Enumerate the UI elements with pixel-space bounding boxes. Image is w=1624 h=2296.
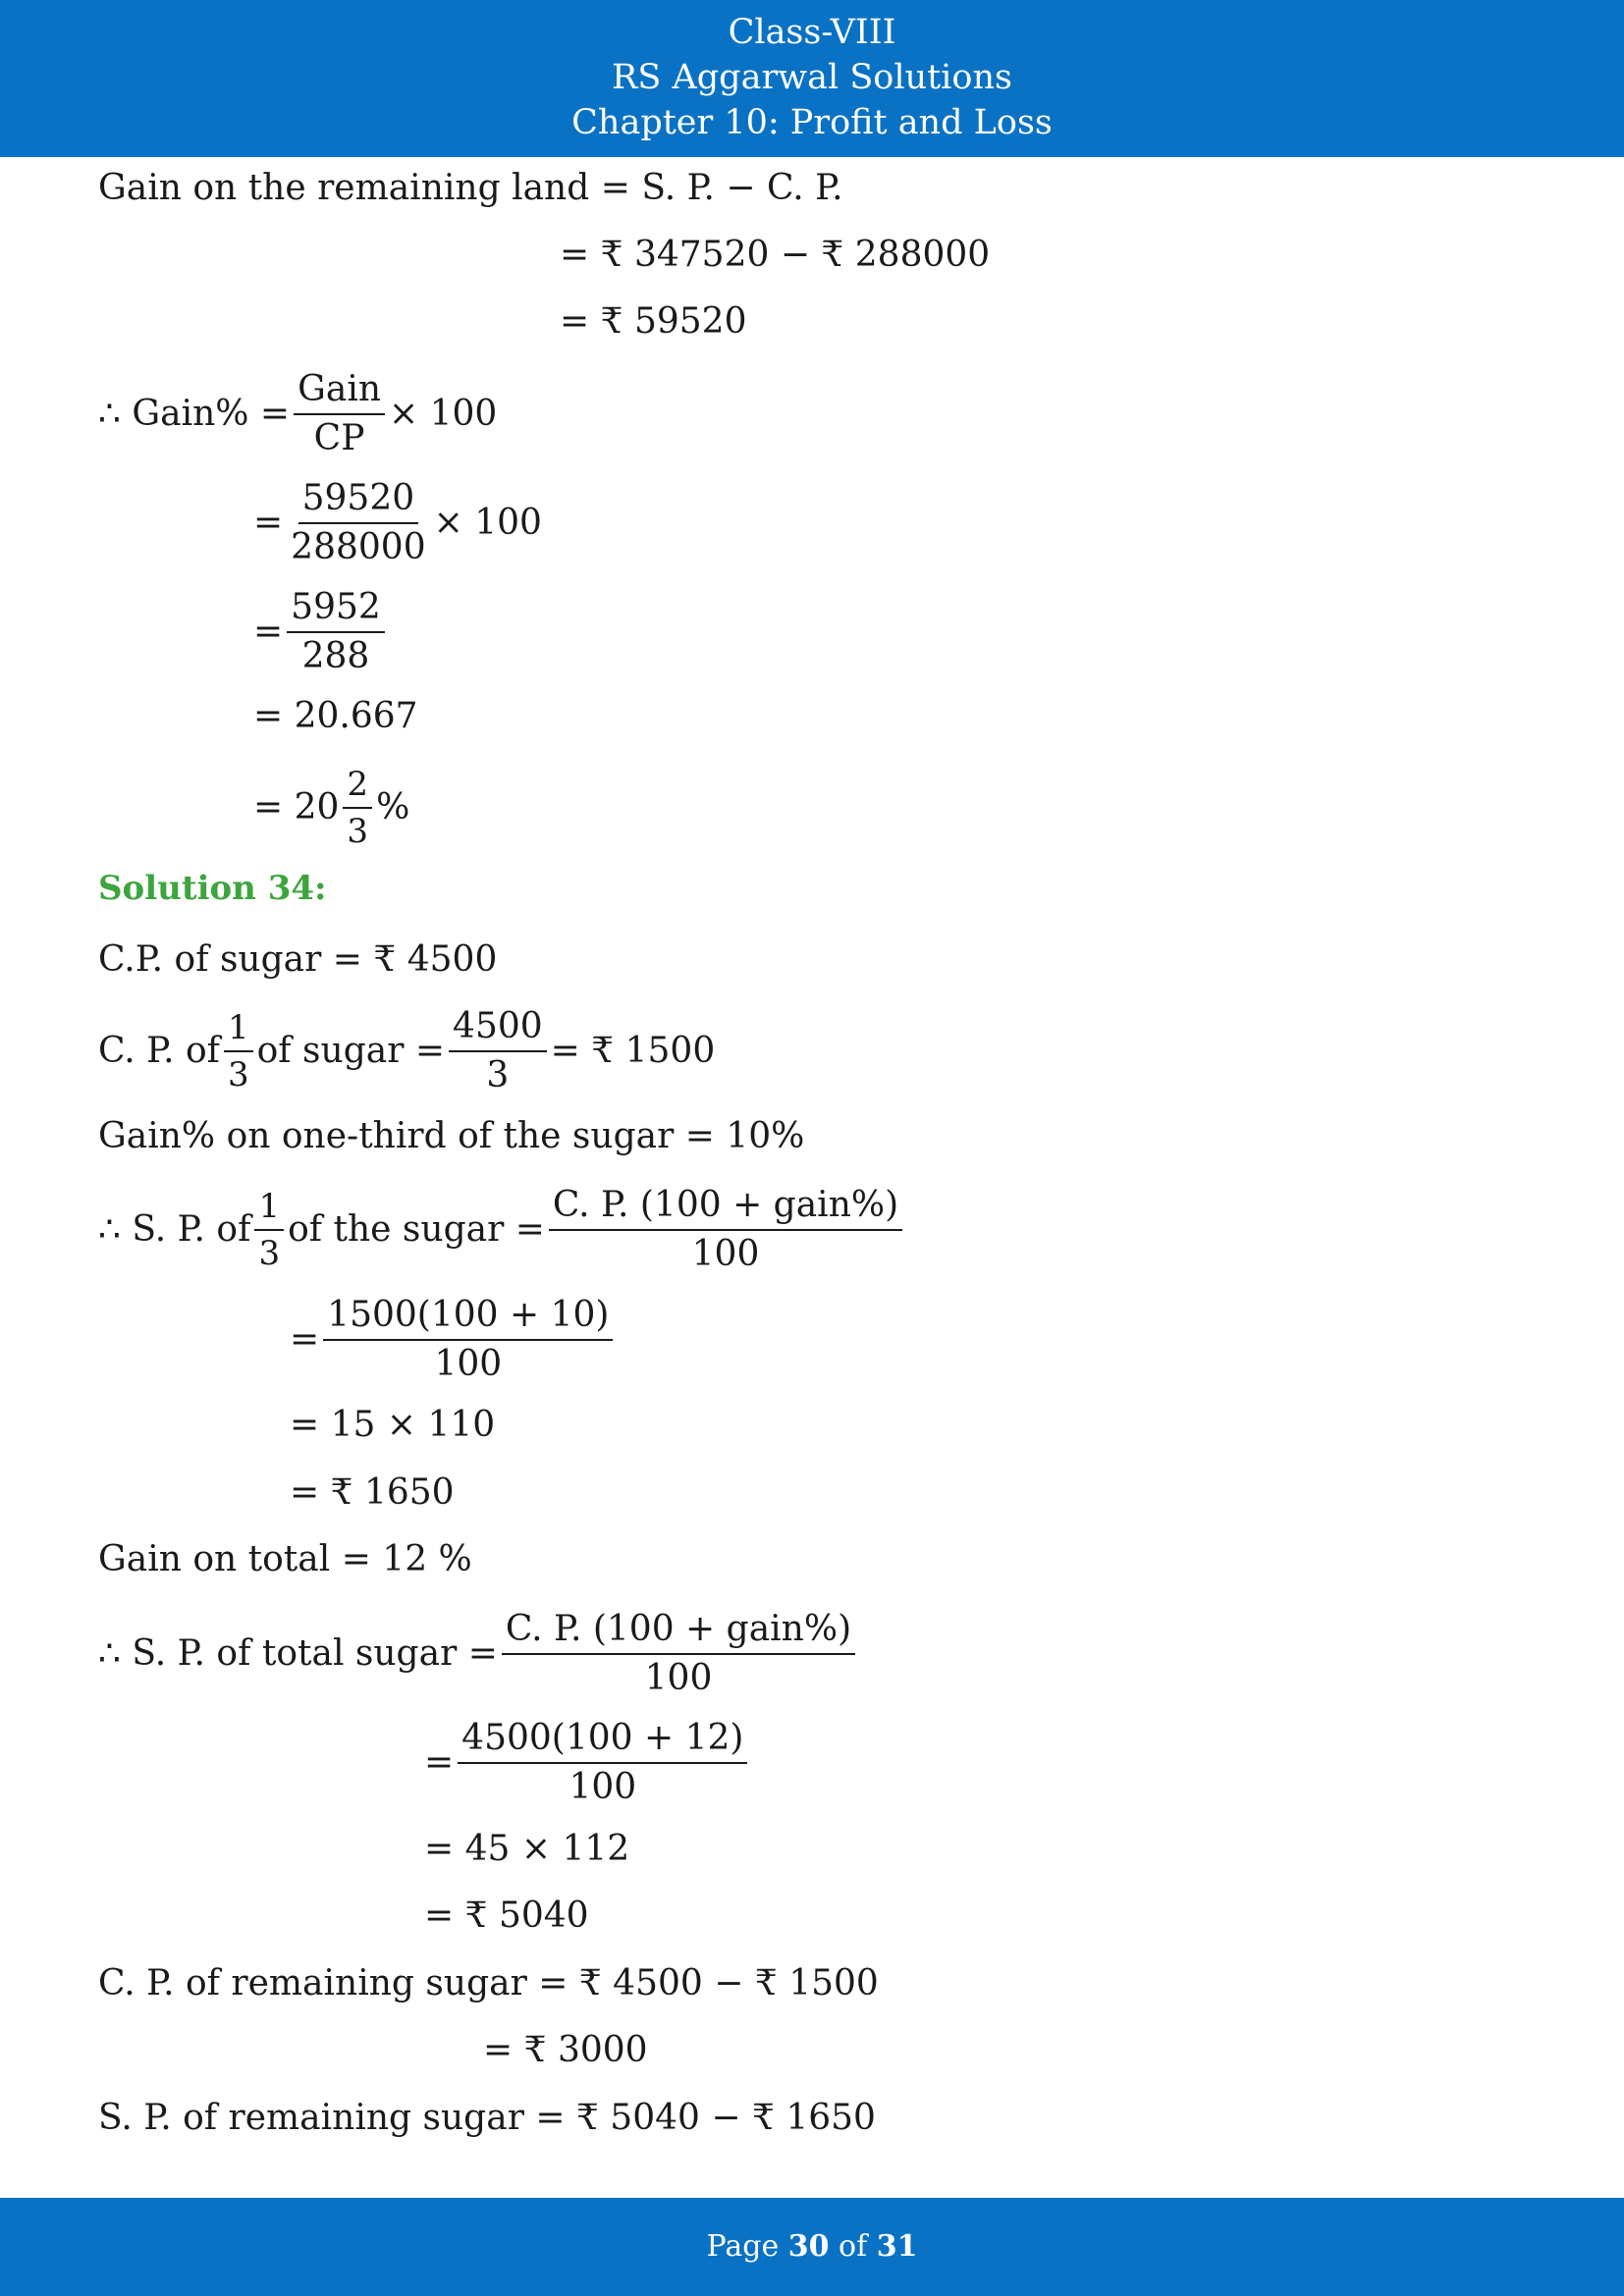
- fraction: $\frac{\text{C. P. (100 + gain\%)}}{100}$: [549, 1188, 902, 1272]
- fraction: $\frac{1500(100 + 10)}{100}$: [323, 1298, 613, 1382]
- fraction: $\frac{1}{3}$: [224, 1011, 253, 1092]
- math-line: C. P. of remaining sugar = ₹ 4500 − ₹ 1500: [98, 1963, 879, 2003]
- header-chapter: Chapter 10: Profit and Loss: [571, 103, 1053, 142]
- math-line: = 20 $\frac{2}{3}$ %: [253, 765, 410, 851]
- math-line: Gain on the remaining land = S. P. − C. P.: [98, 168, 843, 208]
- page-footer: Page 30 of 31: [0, 2198, 1624, 2296]
- fraction: $\frac{4500(100 + 12)}{100}$: [458, 1721, 747, 1805]
- header-class: Class-VIII: [728, 13, 896, 52]
- fraction: $\frac{\text{C. P. (100 + gain\%)}}{100}$: [502, 1612, 855, 1696]
- math-line: = $\frac{1500(100 + 10)}{100}$: [290, 1318, 617, 1362]
- math-line: C.P. of sugar = ₹ 4500: [98, 939, 498, 980]
- math-line: = $\frac{5952}{288}$: [253, 611, 389, 654]
- math-line: = 45 × 112: [424, 1829, 630, 1869]
- math-line: = ₹ 3000: [483, 2030, 648, 2070]
- math-line: C. P. of $\frac{1}{3}$ of sugar = $\frac{4500}{3}$ = ₹ 1500: [98, 1006, 716, 1095]
- header-book: RS Aggarwal Solutions: [612, 58, 1012, 97]
- total-page-number: 31: [876, 2229, 918, 2264]
- solution-heading: Solution 34:: [98, 869, 327, 908]
- math-line: = ₹ 347520 − ₹ 288000: [560, 235, 991, 275]
- math-line: = ₹ 5040: [424, 1896, 589, 1936]
- math-line: ∴ S. P. of $\frac{1}{3}$ of the sugar = $\frac{\text{C. P. (100 + gain\%)}}{100}$: [98, 1208, 906, 1252]
- math-line: = $\frac{59520}{288000}$ × 100: [253, 478, 542, 567]
- current-page-number: 30: [787, 2229, 830, 2264]
- math-line: = 20.667: [253, 696, 418, 736]
- fraction: $\frac{4500}{3}$: [449, 1009, 547, 1094]
- fraction: $\frac{1}{3}$: [254, 1190, 284, 1270]
- math-line: S. P. of remaining sugar = ₹ 5040 − ₹ 1650: [98, 2098, 876, 2138]
- gain-percent-formula: ∴ Gain% = $\frac{\text{Gain}}{CP}$ × 100: [98, 369, 498, 458]
- math-line: = ₹ 59520: [560, 301, 747, 342]
- math-line: = $\frac{4500(100 + 12)}{100}$: [424, 1741, 751, 1785]
- fraction: $\frac{\text{Gain}}{CP}$: [294, 372, 385, 456]
- fraction: $\frac{5952}{288}$: [287, 590, 385, 674]
- math-line: ∴ S. P. of total sugar = $\frac{\text{C. P. (100 + gain\%)}}{100}$: [98, 1632, 859, 1676]
- fraction: $\frac{59520}{288000}$: [291, 478, 426, 567]
- math-line: Gain% on one-third of the sugar = 10%: [98, 1116, 805, 1156]
- math-line: Gain on total = 12 %: [98, 1539, 472, 1579]
- math-line: = 15 × 110: [290, 1405, 496, 1445]
- fraction: $\frac{2}{3}$: [343, 768, 372, 848]
- math-line: = ₹ 1650: [290, 1472, 455, 1513]
